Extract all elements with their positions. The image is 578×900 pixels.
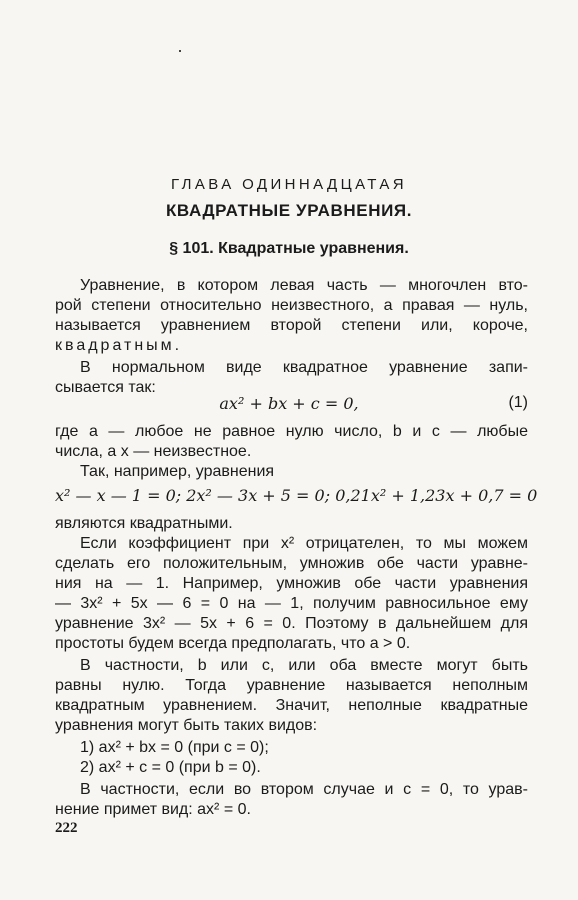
text-line: В частности, если во втором случае и c = 0, то урав-: [80, 781, 528, 798]
text-line: простоты будем всегда предполагать, что a > 0.: [55, 635, 411, 652]
text-line: В нормальном виде квадратное уравнение запи-: [80, 359, 528, 376]
chapter-title: КВАДРАТНЫЕ УРАВНЕНИЯ.: [165, 201, 413, 220]
text-line: уравнения могут быть таких видов:: [55, 717, 318, 734]
list-item: 1) ax² + bx = 0 (при c = 0);: [80, 739, 269, 756]
text-line: являются квадратными.: [55, 515, 233, 532]
text-line: где a — любое не равное нулю число, b и c — любые: [55, 423, 528, 440]
text-line: уравнение 3x² — 5x + 6 = 0. Поэтому в дальнейшем для: [55, 615, 528, 632]
text-line: Если коэффициент при x² отрицателен, то мы можем: [80, 535, 528, 552]
list-item: 2) ax² + c = 0 (при b = 0).: [80, 759, 261, 776]
text-line: равны нулю. Тогда уравнение называется неполным: [55, 677, 528, 694]
text-line: В частности, b или c, или оба вместе могут быть: [80, 657, 528, 674]
text-line: квадратным уравнением. Значит, неполные квадратные: [55, 697, 528, 714]
text-line: сделать его положительным, умножив обе части уравне-: [55, 555, 528, 572]
text-line: числа, a x — неизвестное.: [55, 443, 252, 460]
text-line: Уравнение, в котором левая часть — многочлен вто-: [80, 277, 528, 294]
text-line: ния на — 1. Например, умножив обе части уравнения: [55, 575, 528, 592]
text-line: рой степени относительно неизвестного, а правая — нуль,: [55, 297, 528, 314]
text-line: сывается так:: [55, 379, 156, 396]
text-line: нение примет вид: ax² = 0.: [55, 801, 251, 818]
text-line: — 3x² + 5x — 6 = 0 на — 1, получим равносильное ему: [55, 595, 528, 612]
text-line: квадратным.: [55, 337, 183, 354]
page-number: 222: [55, 820, 78, 836]
example-equations: x² — x — 1 = 0; 2x² — 3x + 5 = 0; 0,21x² + 1,23x + 0,7 = 0: [55, 486, 538, 505]
formula-1: ax² + bx + c = 0,: [219, 394, 359, 413]
chapter-heading: ГЛАВА ОДИННАДЦАТАЯ: [170, 176, 408, 193]
print-mark: [179, 50, 181, 52]
text-line: называется уравнением второй степени или, короче,: [55, 317, 528, 334]
text-line: Так, например, уравнения: [80, 463, 275, 480]
formula-1-number: (1): [508, 394, 528, 411]
section-title: § 101. Квадратные уравнения.: [169, 240, 409, 257]
